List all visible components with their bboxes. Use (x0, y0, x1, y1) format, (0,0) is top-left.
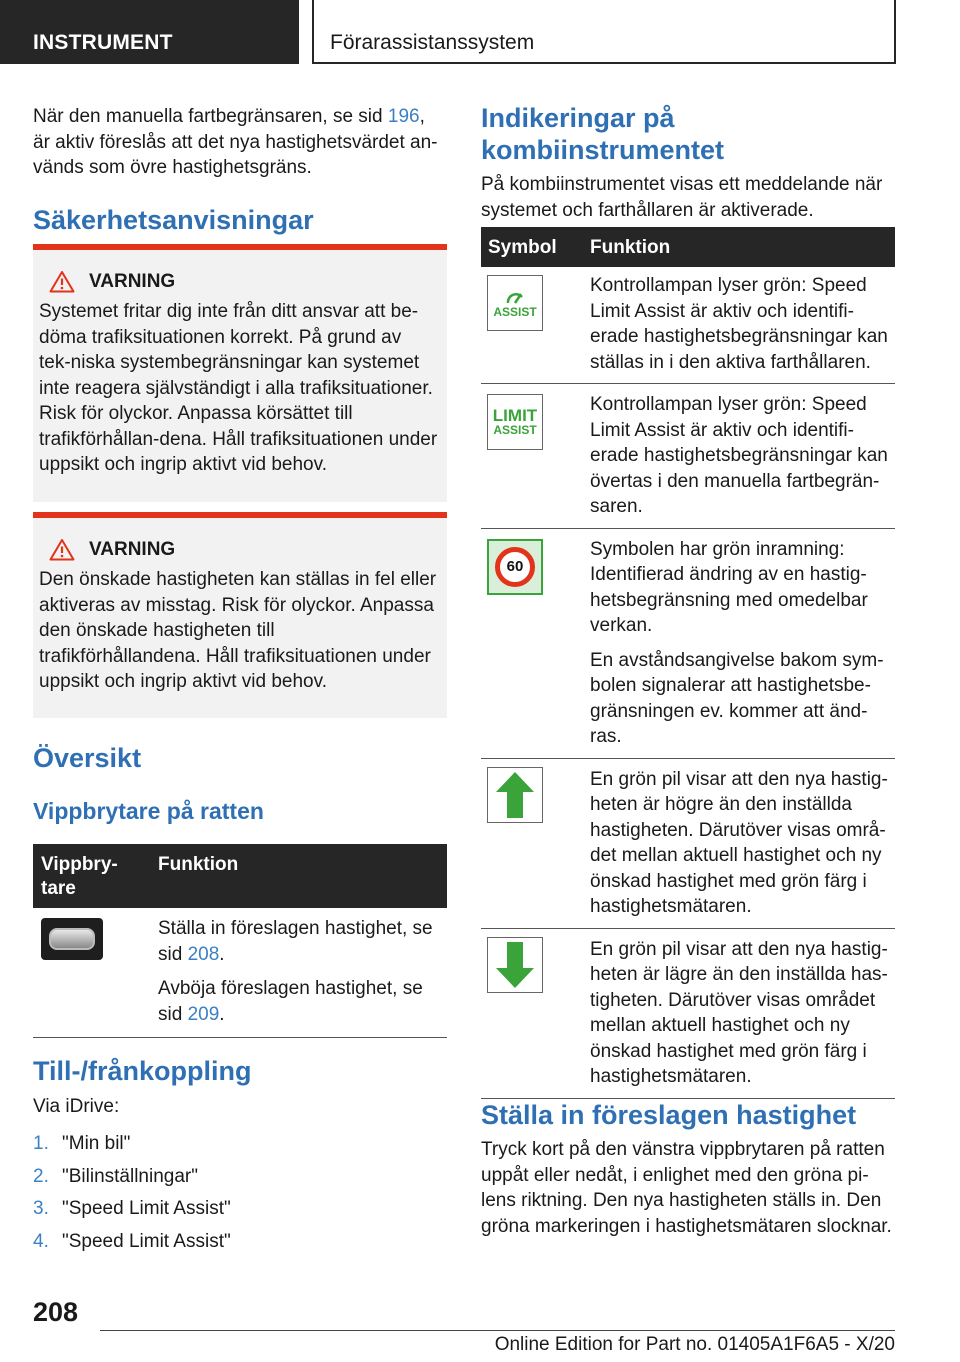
table-row (481, 267, 895, 384)
set-speed-heading: Ställa in föreslagen hastighet (481, 1100, 857, 1130)
via-idrive-text: Via iDrive: (33, 1096, 120, 1117)
page-reference-link[interactable]: 196 (387, 106, 420, 127)
warning-title-text-1: VARNING (89, 270, 176, 292)
list-item: 2. "Bilinställningar" (33, 1165, 198, 1187)
footer-edition (300, 1334, 895, 1356)
switch-function-1: Ställa in föreslagen hastighet, se sid 208. (158, 918, 433, 965)
green-arrow-down-icon (487, 937, 543, 993)
section-title: Förarassistanssystem (312, 0, 896, 64)
switch-table (33, 844, 447, 1038)
column-header-symbol: Symbol (481, 227, 581, 267)
table-row (481, 928, 895, 1098)
safety-heading: Säkerhetsanvisningar (33, 205, 314, 235)
intro-text-after: , är aktiv föreslås att det nya hastighetsvärdet an-vänds som övre hastighetsgräns. (33, 106, 438, 178)
function-text: Kontrollampan lyser grön: Speed Limit Assist är aktiv och identifi-erade hastighetsbegränsningar kan övertas i den manuella fartbegrän-saren. (590, 394, 888, 517)
table-row (481, 384, 895, 529)
table-row (33, 908, 447, 1038)
set-speed-text: Tryck kort på den vänstra vippbrytaren på ratten uppåt eller nedåt, i enlighet med den gröna pi-lens riktning. Den nya hastigheten ställs in. Den gröna markeringen i hastighetsmätaren slocknar. (481, 1139, 892, 1237)
warning-box-2 (33, 512, 447, 718)
table-header-row (481, 227, 895, 267)
intro-paragraph (33, 104, 447, 181)
column-header-function: Funktion (581, 227, 895, 267)
indicator-table (481, 227, 895, 1099)
function-text: Kontrollampan lyser grön: Speed Limit Assist är aktiv och identifi-erade hastighetsbegränsningar kan ställas in i den aktiva farthållaren. (590, 275, 888, 373)
page-number: 208 (33, 1297, 79, 1327)
page-reference-link[interactable]: 208 (187, 943, 220, 965)
function-text: Symbolen har grön inramning: Identifierad ändring av en hastig-hetsbegränsning med omedelbar verkan. (590, 538, 868, 636)
column-header-switch: Vippbry-tare (33, 844, 149, 908)
warning-text-2: Den önskade hastigheten kan ställas in fel eller aktiveras av misstag. Risk för olyckor. Anpassa den önskade hastigheten till trafikförhållandena. Håll trafiksituationen under uppsikt och ingrip aktivt vid behov. (39, 569, 437, 692)
limit-assist-icon: LIMIT ASSIST (487, 394, 543, 450)
indicator-intro: På kombiinstrumentet visas ett meddelande när systemet och farthållaren är aktiverade. (481, 174, 883, 221)
warning-triangle-icon (49, 538, 75, 561)
warning-box-1 (33, 244, 447, 502)
warning-title-text-2: VARNING (89, 538, 176, 560)
rocker-switch-icon (41, 918, 103, 960)
page-reference-link[interactable]: 209 (187, 1003, 220, 1025)
switch-heading: Vippbrytare på ratten (33, 798, 264, 824)
list-item: 1. "Min bil" (33, 1133, 131, 1155)
green-arrow-up-icon (487, 767, 543, 823)
list-item: 3. "Speed Limit Assist" (33, 1198, 231, 1220)
speed-sign-60-icon: 60 (487, 539, 543, 595)
edition-text: Online Edition for Part no. 01405A1F6A5 - X/20 (494, 1334, 895, 1355)
table-row (481, 758, 895, 928)
function-text: En grön pil visar att den nya hastig-heten är högre än den inställda hastigheten. Därutöver visas områ-det mellan aktuell hastighet och ny önskad hastighet med grön färg i hastighetsmätaren. (590, 768, 888, 917)
overview-heading: Översikt (33, 743, 142, 773)
speed-assist-icon: ASSIST (487, 275, 543, 331)
intro-text-before: När den manuella fartbegränsaren, se sid (33, 106, 388, 127)
table-header-row (33, 844, 447, 908)
list-item: 4. "Speed Limit Assist" (33, 1230, 231, 1252)
indicator-heading: Indikeringar på kombiinstrumentet (481, 103, 725, 165)
footer-divider (100, 1330, 895, 1331)
column-header-function: Funktion (149, 844, 447, 908)
chapter-tab[interactable]: INSTRUMENT (0, 0, 299, 64)
switch-function-2: Avböja föreslagen hastighet, se sid 209. (158, 978, 423, 1025)
warning-title-2 (49, 538, 438, 561)
toggle-heading: Till-/frånkoppling (33, 1056, 252, 1086)
function-text: En grön pil visar att den nya hastig-heten är lägre än den inställda has-tigheten. Därutöver visas området mellan aktuell hastighet och ny önskad hastighet med grön färg i hastighetsmätaren. (590, 938, 888, 1087)
warning-triangle-icon (49, 270, 75, 293)
menu-path-list (33, 1128, 231, 1258)
table-row (481, 528, 895, 758)
function-text: En avståndsangivelse bakom sym-bolen signalerar att hastighetsbe-gränsningen ev. kommer att änd-ras. (590, 649, 884, 747)
warning-title-1 (49, 270, 438, 293)
warning-text-1: Systemet fritar dig inte från ditt ansvar att be-döma trafiksituationen korrekt. På grund av tek-niska systembegränsningar kan systemet inte reagera självständigt i alla trafiksituationer. Risk för olyckor. Anpassa körsättet till trafikförhållan-dena. Håll trafiksituationen under uppsikt och ingrip aktivt vid behov. (39, 301, 438, 475)
